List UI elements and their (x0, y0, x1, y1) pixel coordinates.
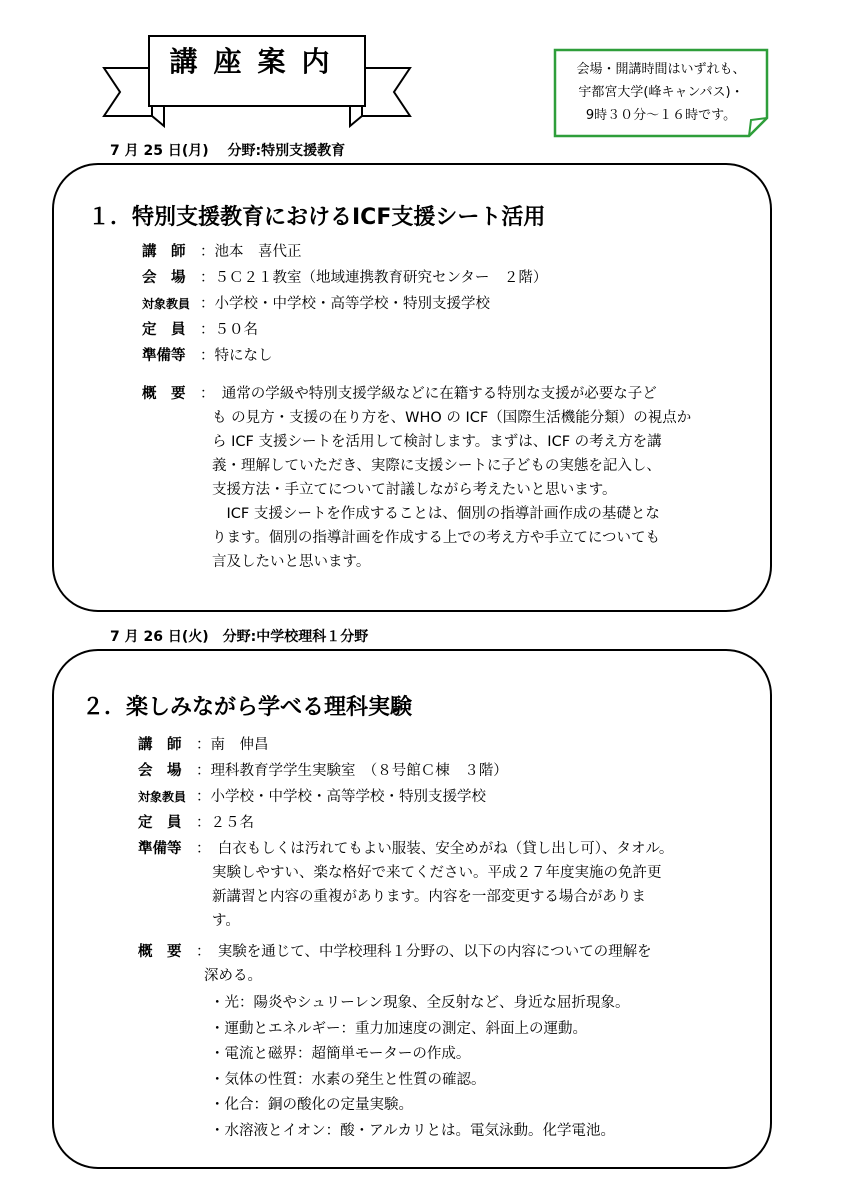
summary-line: ： 実験を通じて、中学校理科１分野の、以下の内容についての理解を (196, 944, 652, 960)
notice-line: 9時３０分～１６時です。 (585, 108, 737, 123)
page-title: 講座案内 (169, 45, 346, 78)
summary-line: ： 通常の学級や特別支援学級などに在籍する特別な支援が必要な子ど (200, 386, 657, 402)
summary-line: ります。個別の指導計画を作成する上での考え方や手立てについても (212, 530, 661, 546)
field-value: ：特になし (200, 348, 273, 364)
field-label: 講 師 (138, 737, 182, 753)
course-title: １．特別支援教育におけるICF支援シート活用 (88, 205, 546, 230)
list-item: ・光：陽炎やシュリーレン現象、全反射など、身近な屈折現象。 (210, 995, 630, 1011)
field-value: ：５０名 (200, 322, 258, 338)
field-value: ：小学校・中学校・高等学校・特別支援学校 (196, 789, 486, 805)
field-label: 対象教員 (142, 297, 191, 311)
list-item: ・電流と磁界：超簡単モーターの作成。 (210, 1046, 471, 1062)
field-label: 定 員 (138, 815, 182, 831)
summary-label-text: 概 要 (138, 944, 182, 960)
summary-text (200, 382, 691, 574)
list-item: ・水溶液とイオン：酸・アルカリとは。電気泳動。化学電池。 (210, 1122, 615, 1139)
field-label: 準備等 (142, 348, 186, 364)
course-date-line: 7 月 25 日(月) 分野:特別支援教育 (110, 143, 346, 159)
summary-line: 言及したいと思います。 (212, 554, 371, 570)
prep-line: 新講習と内容の重複があります。内容を一部変更する場合がありま (212, 889, 646, 905)
field-label: 定 員 (142, 322, 186, 338)
field-label: 会 場 (138, 763, 182, 779)
prep-label-text: 準備等 (138, 841, 182, 857)
summary-line: 義・理解していただき、実際に支援シートに子どもの実態を記入し、 (212, 458, 661, 474)
field-value: ：小学校・中学校・高等学校・特別支援学校 (200, 296, 490, 312)
prep-line: ： 白衣もしくは汚れてもよい服装、安全めがね（貸し出し可）、タオル。 (196, 841, 674, 857)
field-value: ：理科教育学学生実験室 （８号館Ｃ棟 ３階） (196, 763, 508, 779)
content-list (210, 991, 630, 1144)
list-item: ・気体の性質：水素の発生と性質の確認。 (210, 1071, 486, 1088)
notice-text (553, 58, 769, 127)
summary-line: 支援方法・手立てについて討議しながら考えたいと思います。 (212, 482, 617, 498)
field-label: 会 場 (142, 270, 186, 286)
summary-label-text: 概 要 (142, 386, 186, 402)
field-value: ：南 伸昌 (196, 737, 269, 753)
field-label: 講 師 (142, 244, 186, 260)
summary-line: も の見方・支援の在り方を、WHO の ICF（国際生活機能分類）の視点か (212, 410, 692, 426)
prep-line: す。 (212, 913, 240, 929)
course-title: ２．楽しみながら学べる理科実験 (82, 695, 413, 720)
notice-line: 宇都宮大学(峰キャンパス)・ (578, 85, 744, 100)
summary-line: ら ICF 支援シートを活用して検討します。まずは、ICF の考え方を講 (212, 434, 662, 450)
list-item: ・化合：銅の酸化の定量実験。 (210, 1097, 413, 1113)
course-date-line: 7 月 26 日(火) 分野:中学校理科１分野 (110, 629, 369, 645)
summary-text (196, 940, 652, 988)
summary-line: ICF 支援シートを作成することは、個別の指導計画作成の基礎とな (212, 506, 660, 522)
field-value: ：池本 喜代正 (200, 244, 302, 260)
prep-line: 実験しやすい、楽な格好で来てください。平成２７年度実施の免許更 (212, 865, 662, 881)
summary-line: 深める。 (204, 968, 262, 984)
notice-line: 会場・開講時間はいずれも、 (576, 62, 746, 77)
field-value: ：２５名 (196, 815, 254, 831)
list-item: ・運動とエネルギー：重力加速度の測定、斜面上の運動。 (210, 1020, 587, 1037)
prep-text (196, 837, 673, 933)
field-label: 対象教員 (138, 790, 187, 804)
field-value: ：５Ｃ２１教室（地域連携教育研究センター ２階） (200, 270, 548, 286)
